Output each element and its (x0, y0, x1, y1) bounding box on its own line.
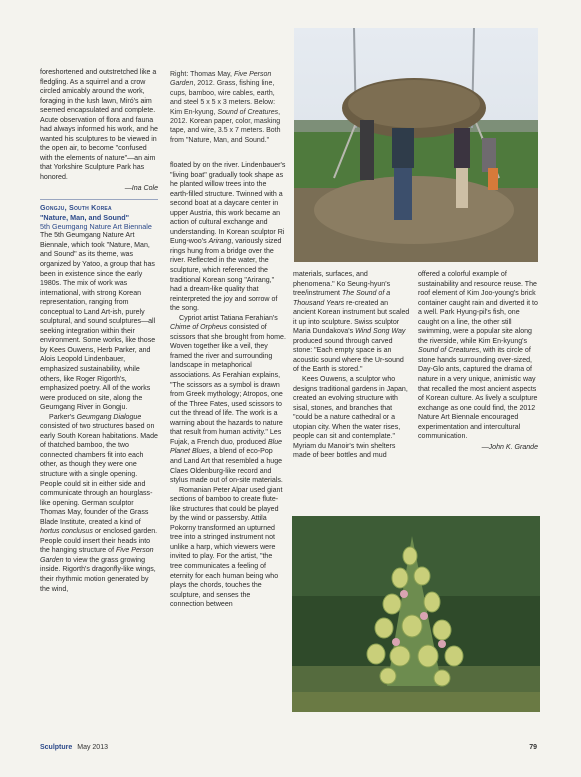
photo-five-person-garden (294, 28, 538, 262)
paragraph: The 5th Geumgang Nature Art Biennale, which took "Nature, Man, and Sound" as its theme, was organized by Yatoo, a group that has been in existence since the early 1980s. The mix of work was international, with strong Korean representation, ranging from conceptual to Land Art-ish, purely sculptural, and sound sculptures—all seeking integration within their environment. Some works, like those by Kees Ouwens, Herb Parker, and Alois Leopold Lindenbauer, emphasized sustainability, while others, like Roger Rigorth's, emphasized poetry. All of the works were produced on site, along the Geumgang River in Gongju. (40, 232, 156, 412)
paragraph: Parker's Geumgang Dialogue consisted of two structures based on early South Korean habitations. Made of thatched bamboo, the two connected chambers fit into each other, as though they were one structure with a single opening. People could sit in either side and communicate through an hourglass-like opening. German sculptor Thomas May, founder of the Grass Blade Institute, created a kind of hortus conclusus or enclosed garden. People could insert their heads into the hanging structure of Five Person Garden to view the grass growing inside. Rigorth's dragonfly-like wings, their rhythmic motion generated by the wind, (40, 413, 158, 593)
author-signature: —John K. Grande (481, 443, 538, 451)
author-signature: —Ina Cole (124, 184, 158, 192)
section-header (40, 203, 158, 231)
photo-sound-of-creatures (292, 516, 540, 712)
page-footer-left (40, 744, 108, 751)
section-divider (40, 199, 158, 200)
photo-caption: Right: Thomas May, Five Person Garden, 2012. Grass, fishing line, cups, bamboo, wire cables, earth, and steel 5 x 5 x 3 meters. Below: Kim En-kyung, Sound of Creatures, 2012. Korean paper, color, masking tape, and wire, 3.5 x 7 meters. Both from "Nature, Man, and Sound." (170, 71, 281, 144)
section-title: "Nature, Man, and Sound" (40, 212, 130, 222)
paragraph: Cypriot artist Tatiana Ferahian's Chime of Orpheus consisted of scissors that she brought from home. Woven together like a veil, they framed the river and surrounding landscape in metaphorical associations. As Ferahian explains, "The scissors as a symbol is drawn from Greek mythology; Atropos, one of the Three Fates, used scissors to cut the thread of life. The work is a warning about the hazards to nature that result from human activity." Les Fujak, a French duo, produced Blue Planet Blues, a blend of eco-Pop and Land Art that resembled a huge Claes Oldenburg-like record and stylus made out of on-site materials. (170, 314, 286, 485)
paragraph: materials, surfaces, and phenomena." Ko Seung-hyun's tree/instrument The Sound of a Thousand Years re-created an ancient Korean instrument but scaled it up into sculpture. Swiss sculptor Maria Dundakova's Wind Song Way produced sound through carved stone: "Each empty space is an acoustic sound where the Ur-sound of the Earth is stored." (293, 271, 410, 374)
magazine-name: Sculpture (40, 744, 73, 751)
paragraph: foreshortened and outstretched like a fledgling. As a squirrel and a crow circled amicably around the work, foraging in the lush lawn, Miró's aim seemed encapsulated and complete. Acute observation of flora and fauna had always informed his work, and he wanted his sculptures to be viewed in the open air, to become "confused with the elements of nature"—an aim that Yorkshire Sculpture Park has honored. (40, 69, 158, 182)
paragraph: Kees Ouwens, a sculptor who designs traditional gardens in Japan, created an evolving structure with sisal, stones, and branches that "could be a nature cathedral or a utopian city. When the water rises, people can sit and contemplate." Myriam du Manoir's twin shelters made of beer bottles and mud (293, 376, 408, 460)
paragraph: offered a colorful example of sustainability and resource reuse. The roof element of Kim Joo-young's brick container caught rain and diverted it to a well. Park Hyung-pil's fish, one caught on a line, the other still swimming, were a popular site along the riverside, while Kim En-kyung's Sound of Creatures, with its circle of stone hands surrounding over-sized, Day-Glo ants, captured the drama of nature in a very unique, animistic way that recalled the most ancient aspects of Korean culture. As lively a sculpture exchange as one could find, the 2012 Nature Art Biennale encouraged experimentation and intercultural communication. (418, 271, 538, 441)
issue-date: May 2013 (77, 744, 108, 751)
column-2 (170, 161, 286, 610)
column-1 (40, 68, 158, 594)
paragraph: floated by on the river. Lindenbauer's "living boat" gradually took shape as he planted willow trees into the earth-filled structure. Twinned with a second boat at a daycare center in upper Austria, this work became an action of cultural exchange and understanding. In Korean sculptor Ri Eung-woo's Arirang, variously sized rings hung from a bridge over the river. Reflected in the water, the sculpture, which referenced the traditional Korean song "Arirang," had a dream-like quality that reinterpreted the joy and sorrow of the song. (170, 162, 286, 313)
column-3 (293, 270, 410, 461)
column-4 (418, 270, 538, 452)
section-location: Gongju, South Korea (40, 203, 112, 213)
page-number: 79 (529, 744, 537, 751)
section-event: 5th Geumgang Nature Art Biennale (40, 221, 152, 231)
paragraph: Romanian Peter Alpar used giant sections of bamboo to create flute-like structures that could be played by the wind or passersby. Attila Pokorny transformed an upturned tree into a stringed instrument not unlike a harp, which viewers were invited to play. For the artist, "the tree communicates a feeling of eternity for each human being who plays the chords, touches the sculpture, and senses the connection between (170, 486, 283, 609)
